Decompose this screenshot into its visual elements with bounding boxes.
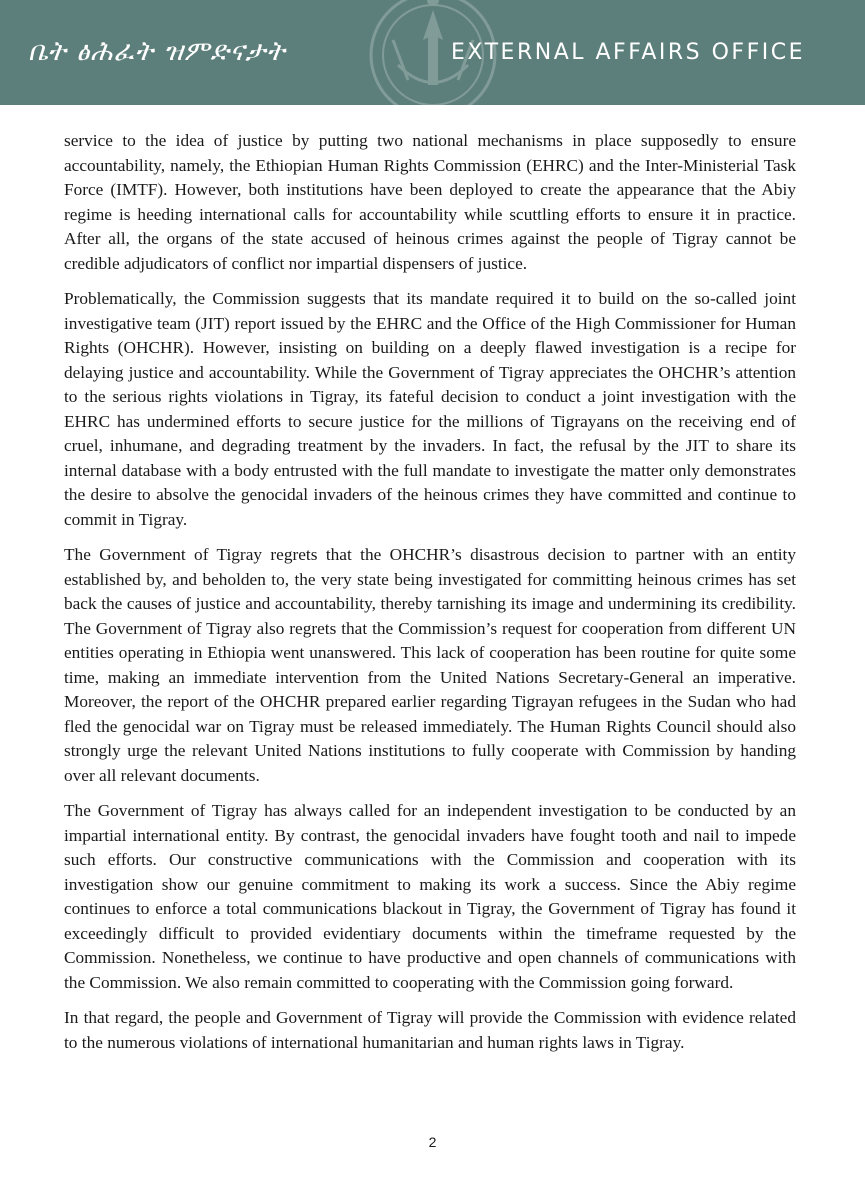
page-number: 2 bbox=[428, 1134, 437, 1150]
paragraph: service to the idea of justice by putting two national mechanisms in place supposedly to ensure accountability, namely, the Ethiopian Human Rights Commission (EHRC) and the Inter-Ministerial Task Force (IMTF). However, both institutions have been deployed to create the appearance that the Abiy regime is heeding international calls for accountability while scuttling efforts to ensure it in practice. After all, the organs of the state accused of heinous crimes against the people of Tigray cannot be credible adjudicators of conflict nor impartial dispensers of justice. bbox=[64, 131, 796, 273]
paragraph: The Government of Tigray has always called for an independent investigation to be conducted by an impartial international entity. By contrast, the genocidal invaders have fought tooth and nail to impede such efforts. Our constructive communications with the Commission and cooperation with its investigation show our genuine commitment to making its work a success. Since the Abiy regime continues to enforce a total communications blackout in Tigray, the Government of Tigray has found it exceedingly difficult to provided evidentiary documents within the timeframe requested by the Commission. Nonetheless, we continue to have productive and open channels of communications with the Commission. We also remain committed to cooperating with the Commission going forward. bbox=[64, 801, 796, 992]
paragraph: In that regard, the people and Government of Tigray will provide the Commission with evidence related to the numerous violations of international humanitarian and human rights laws in Tigray. bbox=[64, 1008, 796, 1052]
office-title-tigrinya: ቤት ፅሕፈት ዝምድናታት bbox=[28, 36, 286, 67]
document-body bbox=[64, 129, 796, 1066]
letterhead-banner bbox=[0, 0, 865, 105]
paragraph: Problematically, the Commission suggests that its mandate required it to build on the so-called joint investigative team (JIT) report issued by the EHRC and the Office of the High Commissioner for Human Rights (OHCHR). However, insisting on building on a deeply flawed investigation is a recipe for delaying justice and accountability. While the Government of Tigray appreciates the OHCHR’s attention to the serious rights violations in Tigray, its fateful decision to conduct a joint investigation with the EHRC has undermined efforts to secure justice for the millions of Tigrayans on the receiving end of cruel, inhumane, and degrading treatment by the invaders. In fact, the refusal by the JIT to share its internal database with a body entrusted with the full mandate to investigate the matter only demonstrates the desire to absolve the genocidal invaders of the heinous crimes they have committed and continue to commit in Tigray. bbox=[64, 289, 796, 529]
office-title-english: EXTERNAL AFFAIRS OFFICE bbox=[451, 40, 805, 65]
paragraph: The Government of Tigray regrets that the OHCHR’s disastrous decision to partner with an entity established by, and beholden to, the very state being investigated for committing heinous crimes has set back the causes of justice and accountability, thereby tarnishing its image and undermining its credibility. The Government of Tigray also regrets that the Commission’s request for cooperation from different UN entities operating in Ethiopia went unanswered. This lack of cooperation has been routine for quite some time, making an immediate intervention from the United Nations Secretary-General an imperative. Moreover, the report of the OHCHR prepared earlier regarding Tigrayan refugees in the Sudan who had fled the genocidal war on Tigray must be released immediately. The Human Rights Council should also strongly urge the relevant United Nations institutions to fully cooperate with Commission by handing over all relevant documents. bbox=[64, 545, 796, 785]
